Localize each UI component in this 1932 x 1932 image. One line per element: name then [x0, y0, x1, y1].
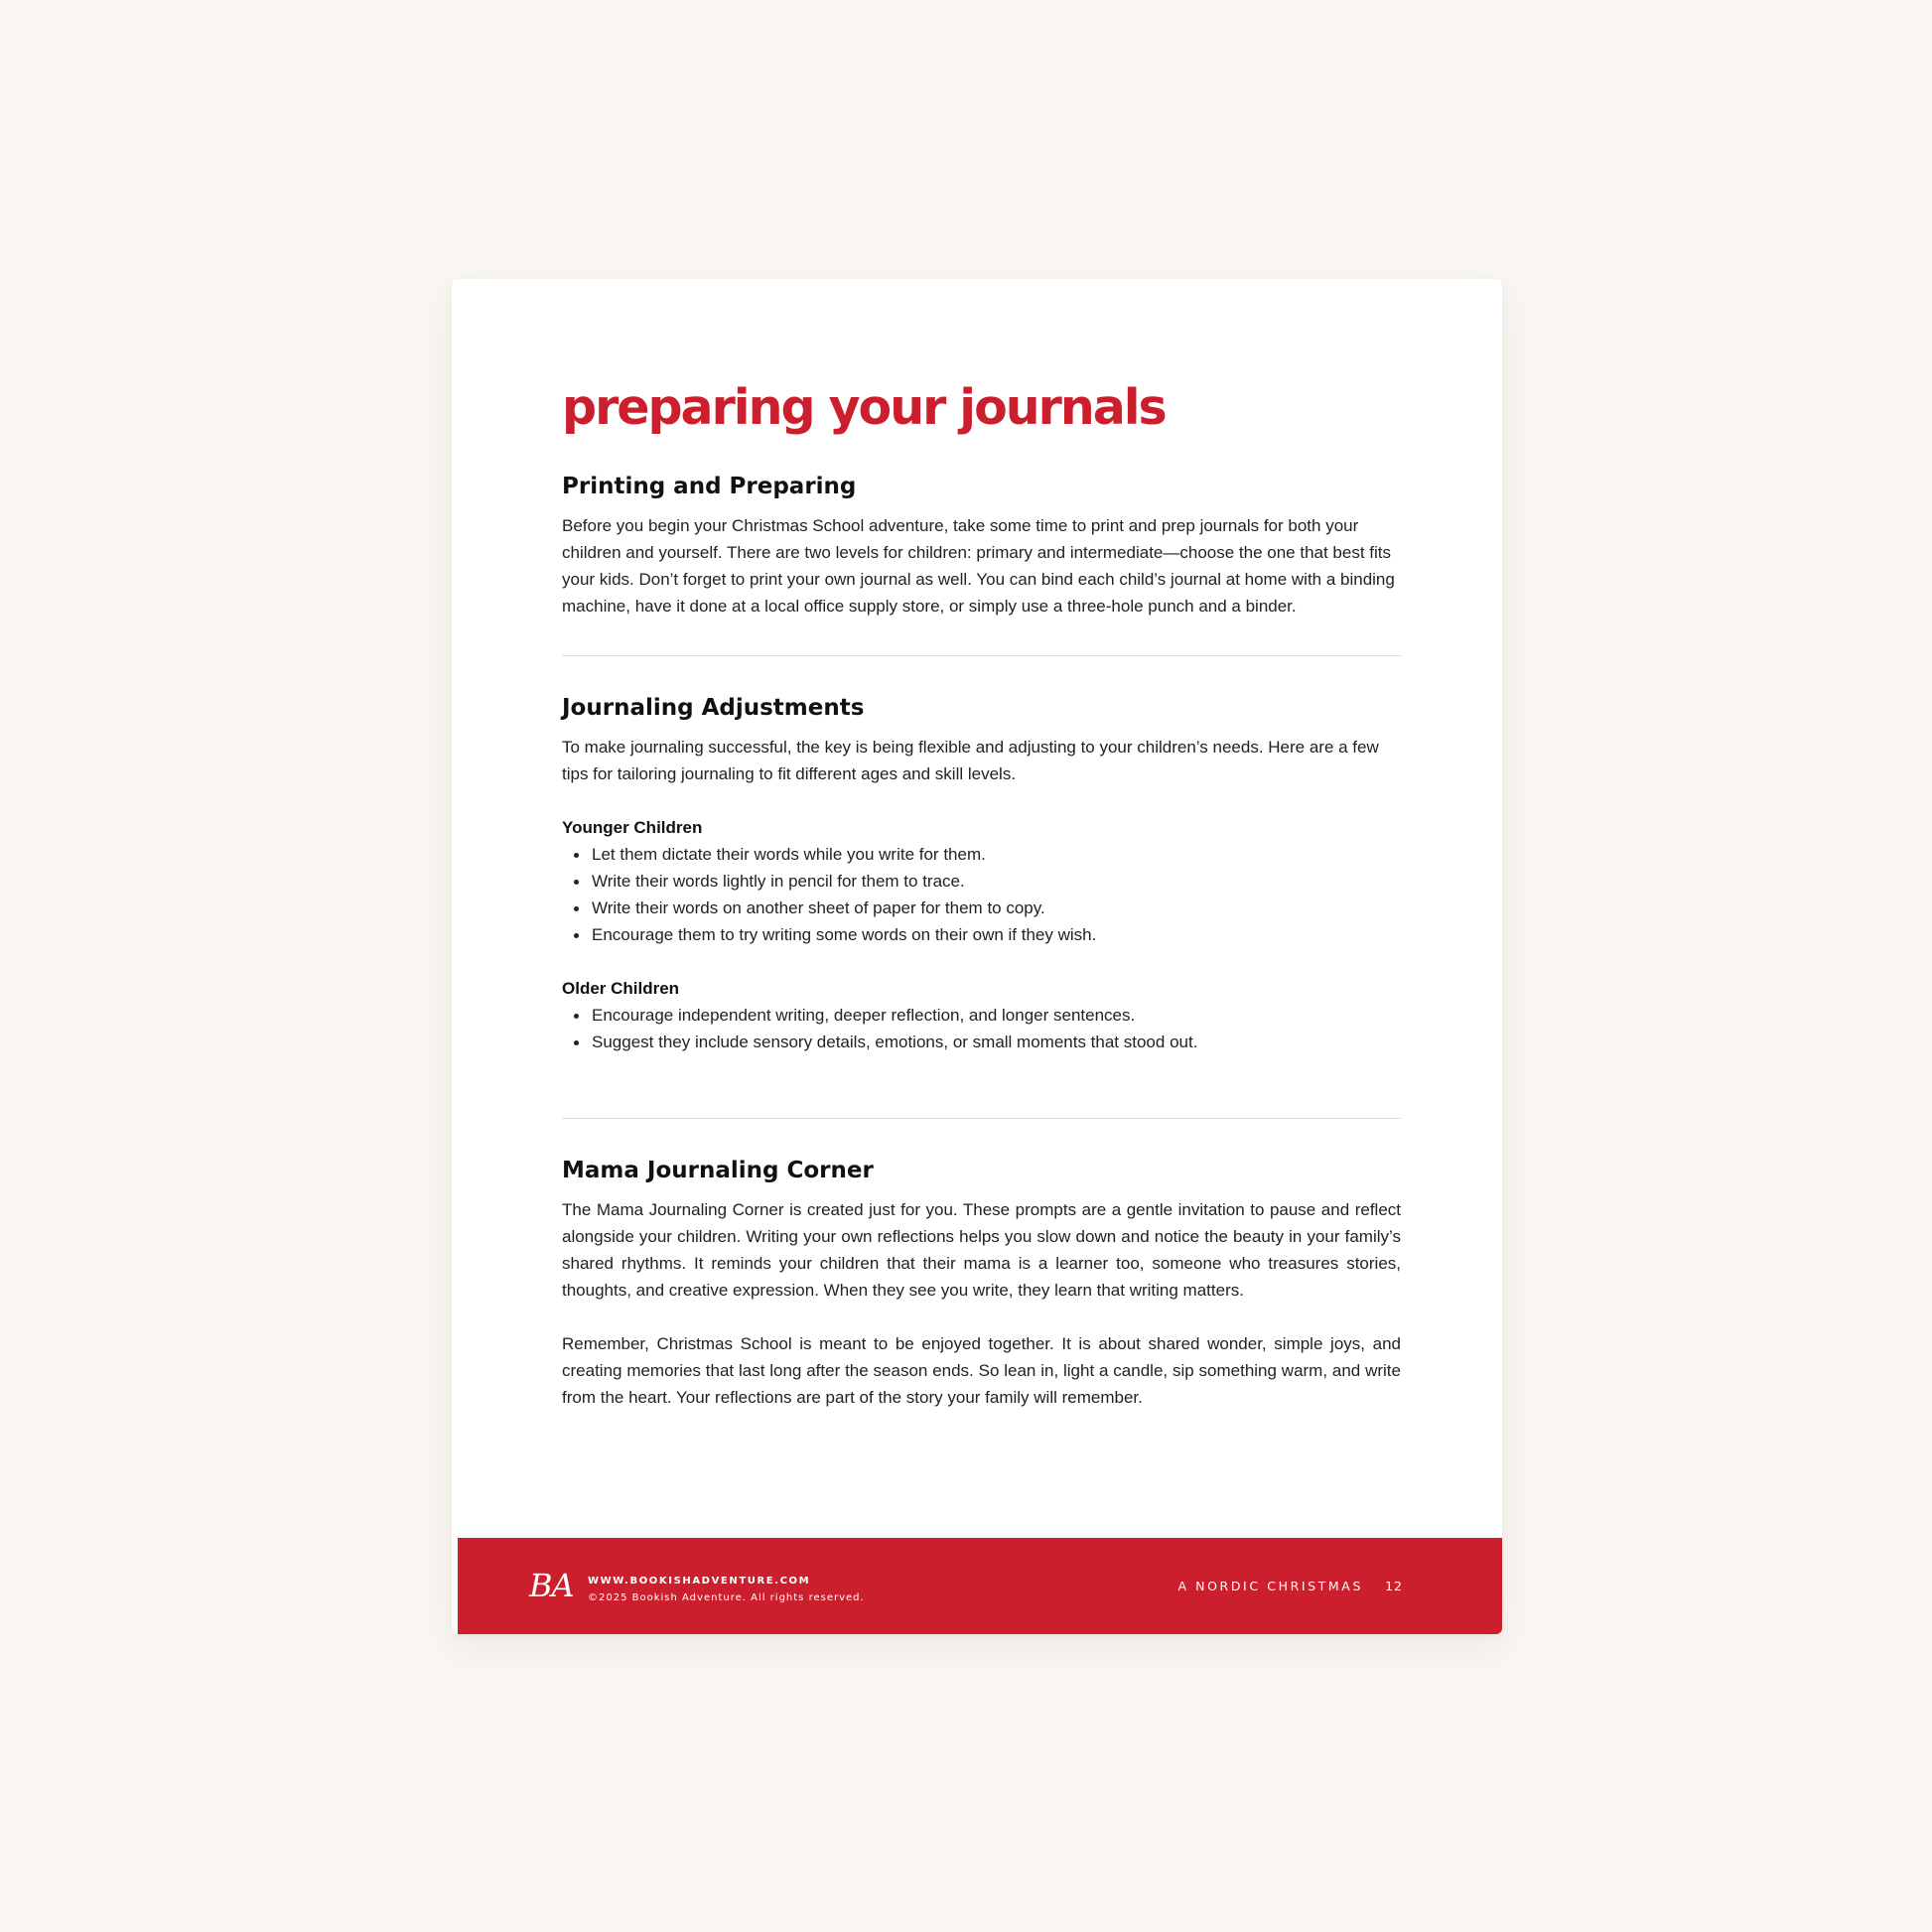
section-heading: Printing and Preparing — [562, 474, 857, 499]
tips-group-younger — [562, 814, 1401, 948]
tips-group-label: Younger Children — [562, 818, 703, 837]
tips-list — [562, 841, 1401, 948]
section-mama-corner — [562, 1156, 1401, 1411]
footer-copyright: ©2025 Bookish Adventure. All rights reserved. — [588, 1592, 865, 1603]
list-item: Suggest they include sensory details, emotions, or small moments that stood out. — [592, 1029, 1401, 1055]
document-page — [452, 279, 1502, 1634]
tips-group-label: Older Children — [562, 979, 680, 998]
section-paragraph: The Mama Journaling Corner is created just for you. These prompts are a gentle invitation to pause and reflect alongside your children. Writing your own reflections helps you slow down and notice the beauty in your family’s shared rhythms. It reminds your children that their mama is a learner too, someone who treasures stories, thoughts, and creative expression. When they see you write, they learn that writing matters. — [562, 1200, 1401, 1300]
list-item: Write their words on another sheet of paper for them to copy. — [592, 895, 1401, 921]
tips-group-older — [562, 975, 1401, 1055]
list-item: Encourage them to try writing some words on their own if they wish. — [592, 921, 1401, 948]
section-intro: To make journaling successful, the key is being flexible and adjusting to your children’s needs. Here are a few tips for tailoring journaling to fit different ages and skill levels. — [562, 738, 1379, 783]
footer-book-title: A NORDIC CHRISTMAS — [1177, 1579, 1363, 1593]
section-heading: Journaling Adjustments — [562, 695, 865, 721]
section-journaling-adjustments — [562, 693, 1401, 1055]
section-divider — [562, 655, 1401, 656]
list-item: Write their words lightly in pencil for them to trace. — [592, 868, 1401, 895]
section-printing — [562, 472, 1401, 620]
page-title: preparing your journals — [562, 379, 1166, 436]
section-paragraph: Before you begin your Christmas School adventure, take some time to print and prep journals for both your children and yourself. There are two levels for children: primary and intermediate—choose the one that best fits your kids. Don’t forget to print your own journal as well. You can bind each child’s journal at home with a binding machine, have it done at a local office supply store, or simply use a three-hole punch and a binder. — [562, 516, 1395, 616]
section-paragraph: Remember, Christmas School is meant to be enjoyed together. It is about shared wonder, simple joys, and creating memories that last long after the season ends. So lean in, light a candle, sip something warm, and write from the heart. Your reflections are part of the story your family will remember. — [562, 1334, 1401, 1407]
list-item: Encourage independent writing, deeper reflection, and longer sentences. — [592, 1002, 1401, 1029]
page-content — [562, 378, 1401, 1411]
section-heading: Mama Journaling Corner — [562, 1158, 874, 1183]
list-item: Let them dictate their words while you write for them. — [592, 841, 1401, 868]
page-number: 12 — [1385, 1579, 1403, 1593]
section-divider — [562, 1118, 1401, 1119]
page-footer — [458, 1538, 1502, 1634]
brand-logo: BA — [529, 1567, 574, 1604]
tips-list — [562, 1002, 1401, 1055]
footer-website: WWW.BOOKISHADVENTURE.COM — [588, 1576, 811, 1587]
